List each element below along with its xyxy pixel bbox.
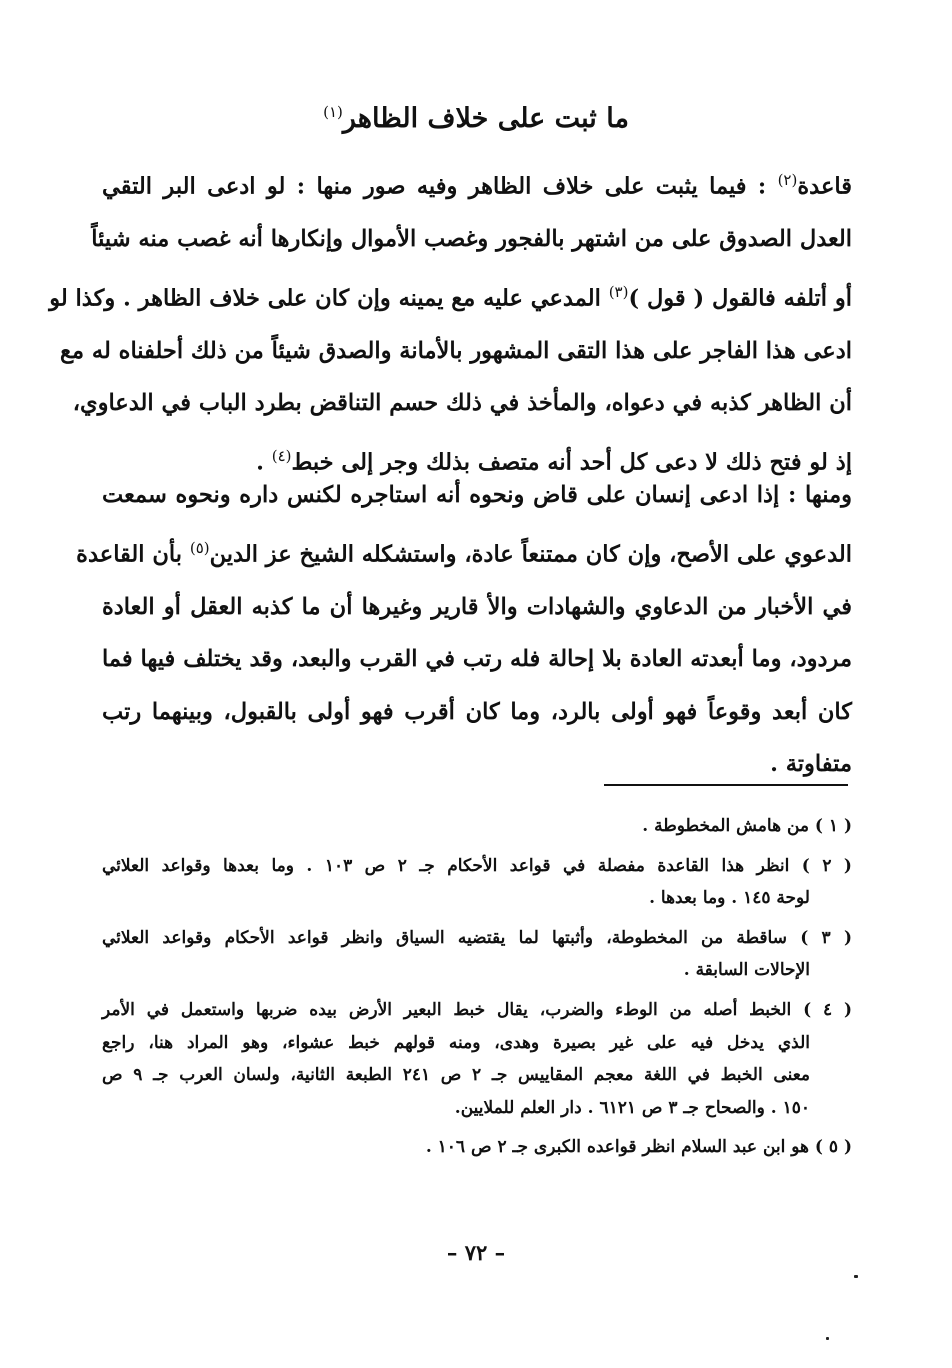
line-text: قاعدة xyxy=(797,173,852,200)
footnote-line: ( ١ ) من هامش المخطوطة . xyxy=(642,816,852,836)
paragraph-line: ومنها : إذا ادعى إنسان على قاض ونحوه أنه استاجره لكنس داره ونحوه سمعت xyxy=(102,482,852,508)
footnote-line: ( ٢ ) انظر هذا القاعدة مفصلة في قواعد الأحكام جـ ٢ ص ١٠٣ . وما بعدها وقواعد العلائي xyxy=(102,855,852,876)
line-text: المدعي عليه مع يمينه وإن كان على خلاف الظاهر . وكذا لو xyxy=(49,285,601,312)
footnote-1 xyxy=(102,810,852,843)
footnote-line: ( ٥ ) هو ابن عبد السلام انظر قواعده الكبرى جـ ٢ ص ١٠٦ . xyxy=(425,1137,852,1158)
title-text: ما ثبت على خلاف الظاهر xyxy=(342,103,629,134)
paragraph-line xyxy=(102,154,852,213)
footnote-line: ( ٣ ) ساقطة من المخطوطة، وأثبتها لما يقتضيه السياق وانظر قواعد الأحكام وقواعد العلائي xyxy=(102,927,852,948)
footnote-divider xyxy=(604,784,848,786)
footnote-mark: (٤) xyxy=(271,446,292,465)
paragraph-line: ادعى هذا الفاجر على هذا التقى المشهور بالأمانة والصدق شيئاً من ذلك أحلفناه له مع xyxy=(60,337,852,364)
footnote-line: لوحة ١٤٥ . وما بعدها . xyxy=(649,888,810,909)
footnote-mark: (٣) xyxy=(608,282,629,301)
footnote-5 xyxy=(102,1131,852,1164)
footnotes xyxy=(102,810,852,1171)
footnote-line: ( ٤ ) الخبط أصله من الوطء والضرب، يقال خبط البعير الأرض بيده ضربها واستعمل في الأمر xyxy=(102,999,853,1020)
line-text: الدعوي على الأصح، وإن كان ممتنعاً عادة، واستشكله الشيخ عز الدين xyxy=(209,541,852,568)
paragraph-line xyxy=(76,522,852,581)
scan-speck xyxy=(854,1275,858,1278)
line-text: بأن القاعدة xyxy=(76,541,183,568)
line-text: . xyxy=(256,449,264,476)
line-text: إذ لو فتح ذلك لا دعى كل أحد أنه متصف بذلك وجر إلى خبط xyxy=(291,449,852,476)
paragraph-rule xyxy=(49,154,852,489)
paragraph-line: أن الظاهر كذبه في دعواه، والمأخذ في ذلك حسم التناقض بطرد الباب في الدعاوي، xyxy=(72,390,852,417)
paragraph-line: كان أبعد وقوعاً فهو أولى بالرد، وما كان أقرب فهو أولى بالقبول، وبينهما رتب xyxy=(102,698,852,725)
footnote-line: معنى الخبط في اللغة معجم المقاييس جـ ٢ ص ٢٤١ الطبعة الثانية، ولسان العرب جـ ٩ ص xyxy=(102,1065,811,1086)
footnote-line: ١٥٠ . والصحاح جـ ٣ ص ٦١٢١ . دار العلم للملايين. xyxy=(454,1097,810,1118)
paragraph-line: العدل الصدوق على من اشتهر بالفجور وغصب الأموال وإنكارها أنه غصب منه شيئاً xyxy=(91,226,852,253)
footnote-line: الإحالات السابقة . xyxy=(683,960,810,981)
paragraph-line: متفاوتة . xyxy=(770,751,852,778)
paragraph-line: مردود، وما أبعدته العادة بلا إحالة فله رتب في القرب والبعد، وقد يختلف فيها فما xyxy=(102,646,852,673)
scan-speck xyxy=(826,1337,829,1340)
page-number: – ٧٢ – xyxy=(446,1240,506,1265)
paragraph-line: في الأخبار من الدعاوي والشهادات والأ قارير وغيرها أن ما كذبه العقل أو العادة xyxy=(102,593,852,620)
footnote-2 xyxy=(102,850,852,915)
footnote-mark: (٢) xyxy=(777,171,798,189)
footnote-3 xyxy=(102,922,852,987)
paragraph-line xyxy=(49,266,852,325)
line-text: أو أتلفه فالقول ( قول ) xyxy=(628,285,852,312)
paragraph-examples xyxy=(76,469,852,791)
page-title xyxy=(0,92,952,139)
title-footnote-mark: (١) xyxy=(323,103,343,121)
line-text: : فيما يثبت على خلاف الظاهر وفيه صور منها : لو ادعى البر التقي xyxy=(102,173,767,200)
footnote-line: الذي يدخل فيه على غير بصيرة وهدى، ومنه قولهم خبط عشواء، وهو المراد هنا، راجع xyxy=(102,1032,810,1053)
footnote-4 xyxy=(102,994,852,1124)
footnote-mark: (٥) xyxy=(189,538,210,557)
